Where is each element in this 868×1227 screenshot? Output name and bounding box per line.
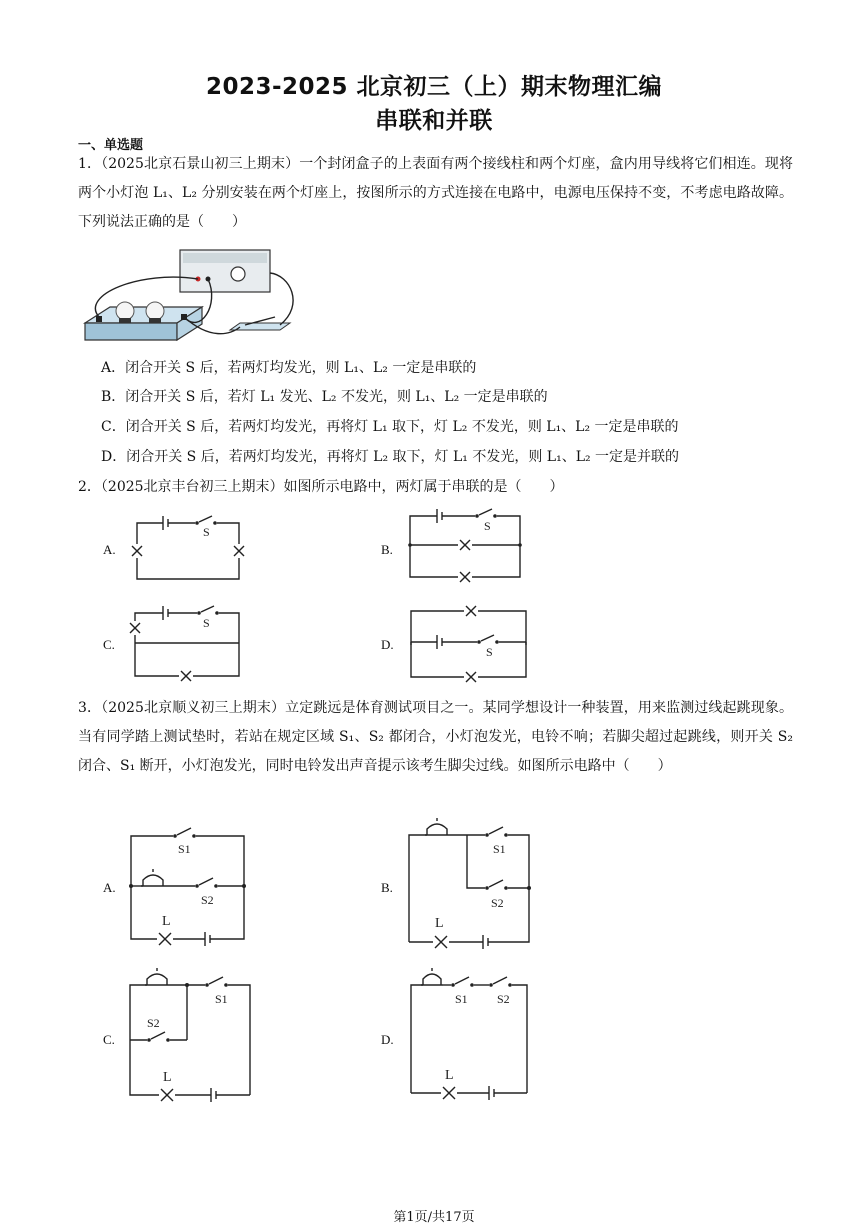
q2-label-c: C. (103, 637, 115, 652)
q3-b-lamp-label: L (435, 916, 444, 931)
q3-c-lamp-label: L (163, 1070, 172, 1085)
q2-circuit-a (125, 512, 255, 587)
q1-apparatus-figure (80, 245, 305, 350)
q3-label-c: C. (103, 1032, 115, 1047)
q1-option-c: C．闭合开关 S 后，若两灯均发光，再将灯 L₁ 取下，灯 L₂ 不发光，则 L₁、L₂ 一定是串联的 (101, 419, 679, 435)
page-title: 2023-2025 北京初三（上）期末物理汇编 (205, 74, 663, 100)
q3-label-a: A. (103, 880, 116, 895)
q1-option-b: B．闭合开关 S 后，若灯 L₁ 发光、L₂ 不发光，则 L₁、L₂ 一定是串联的 (101, 389, 548, 405)
q3-label-b: B. (381, 880, 393, 895)
q2-c-switch-label: S (203, 616, 210, 630)
q3-a-s1-label: S1 (178, 842, 191, 856)
q1-option-a: A．闭合开关 S 后，若两灯均发光，则 L₁、L₂ 一定是串联的 (101, 360, 477, 376)
q3-b-s2-label: S2 (491, 896, 504, 910)
section-heading: 一、单选题 (78, 138, 144, 153)
q2-a-switch-label: S (203, 525, 210, 539)
q3-d-s1-label: S1 (455, 992, 468, 1006)
q3-circuit-b (405, 815, 535, 950)
q3-c-s2-label: S2 (147, 1016, 160, 1030)
q1-stem: 1．（2025北京石景山初三上期末）一个封闭盒子的上表面有两个接线柱和两个灯座，盒内用导线将它们相连。现将两个小灯泡 L₁、L₂ 分别安装在两个灯座上，按图所示的方式连接在电路中，电源电压保持不变，不考虑电路故障。下列说法正确的是（ ） (78, 156, 793, 230)
q3-a-s2-label: S2 (201, 893, 214, 907)
q2-label-d: D. (381, 637, 394, 652)
q2-b-switch-label: S (484, 519, 491, 533)
q3-c-s1-label: S1 (215, 992, 228, 1006)
q2-label-b: B. (381, 542, 393, 557)
page-footer: 第1页/共17页 (393, 1210, 475, 1225)
q3-d-s2-label: S2 (497, 992, 510, 1006)
q3-label-d: D. (381, 1032, 394, 1047)
q2-circuit-b (405, 505, 530, 585)
q2-circuit-c (125, 603, 250, 685)
q3-d-lamp-label: L (445, 1068, 454, 1083)
q3-stem: 3．（2025北京顺义初三上期末）立定跳远是体育测试项目之一。某同学想设计一种装置，用来监测过线起跳现象。当有同学踏上测试垫时，若站在规定区域 S₁、S₂ 都闭合，小灯泡发光，电铃不响；若脚尖超过起跳线，则开关 S₂ 闭合、S₁ 断开，小灯泡发光，同时电铃发出声音提示该考生脚尖过线。如图所示电路中（ ） (78, 700, 793, 774)
q2-label-a: A. (103, 542, 116, 557)
q2-d-switch-label: S (486, 645, 493, 659)
q2-stem: 2．（2025北京丰台初三上期末）如图所示电路中，两灯属于串联的是（ ） (78, 479, 564, 495)
q3-circuit-a (125, 822, 255, 947)
q3-a-lamp-label: L (162, 914, 171, 929)
q3-circuit-c (125, 965, 260, 1105)
q1-option-d: D．闭合开关 S 后，若两灯均发光，再将灯 L₂ 取下，灯 L₁ 不发光，则 L₁、L₂ 一定是并联的 (101, 449, 680, 465)
q3-circuit-d (405, 965, 535, 1105)
q3-b-s1-label: S1 (493, 842, 506, 856)
page-subtitle: 串联和并联 (375, 108, 493, 134)
q2-circuit-d (405, 600, 535, 690)
